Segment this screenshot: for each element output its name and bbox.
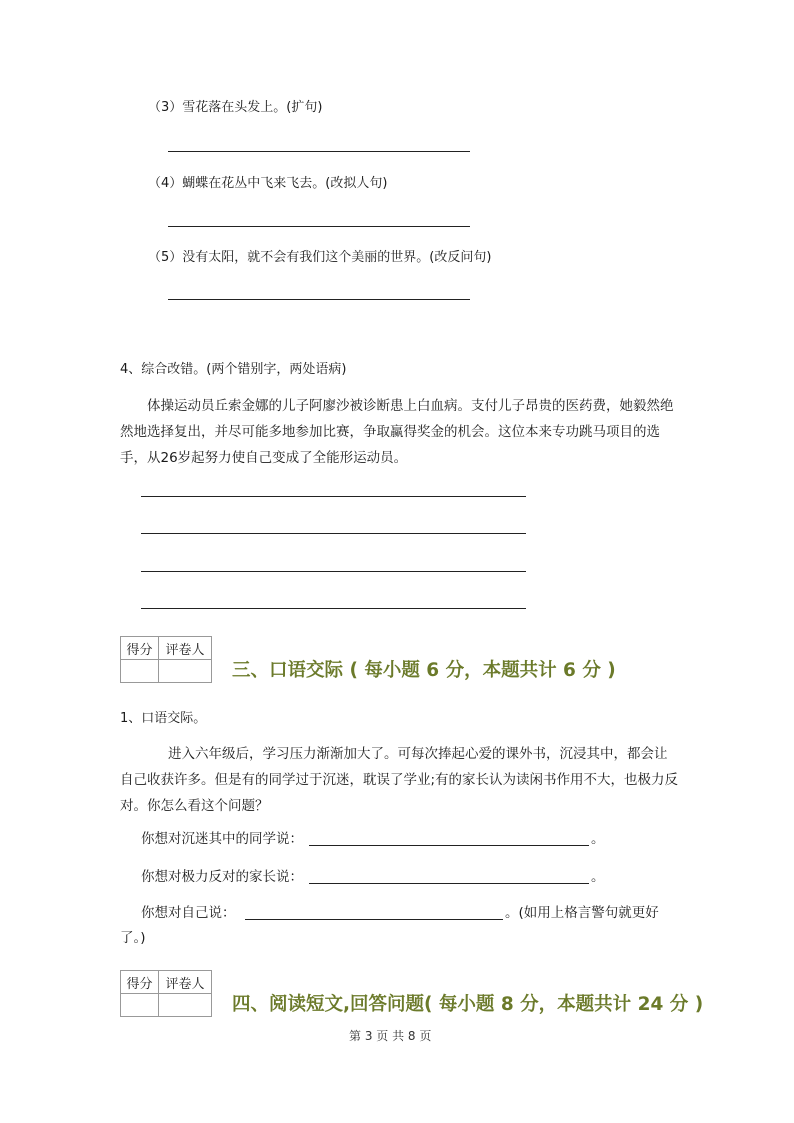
- answer-line: [141, 571, 526, 572]
- answer-line-classmate[interactable]: [309, 845, 589, 846]
- answer-line-parents[interactable]: [309, 883, 589, 884]
- prompt-self-suffix: 。(如用上格言警句就更好: [505, 905, 659, 921]
- q4-title: 4、综合改错。(两个错别字，两处语病): [120, 362, 347, 377]
- answer-line-self[interactable]: [245, 919, 503, 920]
- score-table: [120, 970, 212, 1017]
- answer-line: [168, 226, 470, 227]
- section-4-title: 四、阅读短文,回答问题( 每小题 8 分，本题共计 24 分 ): [232, 994, 704, 1015]
- q3-item-5: （5）没有太阳，就不会有我们这个美丽的世界。(改反问句): [148, 250, 492, 265]
- q3-item-4: （4）蝴蝶在花丛中飞来飞去。(改拟人句): [148, 176, 388, 191]
- grader-label: 评卷人: [159, 637, 212, 660]
- score-cell[interactable]: [121, 660, 159, 683]
- q4-paragraph: 体操运动员丘索金娜的儿子阿廖沙被诊断患上白血病。支付儿子昂贵的医药费，她毅然绝然地选择复出，并尽可能多地参加比赛，争取赢得奖金的机会。这位本来专功跳马项目的选手，从26岁起努力使自己变成了全能形运动员。: [120, 398, 674, 466]
- answer-line: [168, 151, 470, 152]
- period: 。: [591, 869, 605, 885]
- score-cell[interactable]: [121, 994, 159, 1017]
- answer-line: [141, 608, 526, 609]
- grader-label: 评卷人: [159, 971, 212, 994]
- s3-q1-title: 1、口语交际。: [120, 711, 207, 726]
- grader-cell[interactable]: [159, 994, 212, 1017]
- answer-line: [141, 496, 526, 497]
- prompt-self: 你想对自己说：: [141, 905, 236, 921]
- s3-paragraph: 进入六年级后，学习压力渐渐加大了。可每次捧起心爱的课外书，沉浸其中，都会让自己收获许多。但是有的同学过于沉迷，耽误了学业;有的家长认为读闲书作用不大，也极力反对。你怎么看这个问题？: [120, 746, 679, 814]
- prompt-parents: 你想对极力反对的家长说：: [141, 869, 303, 885]
- score-table: [120, 636, 212, 683]
- answer-line: [141, 533, 526, 534]
- score-label: 得分: [121, 971, 159, 994]
- prompt-self-cont: 了。): [120, 930, 146, 946]
- q3-item-3: （3）雪花落在头发上。(扩句): [148, 100, 323, 115]
- period: 。: [591, 831, 605, 847]
- section-3-title: 三、口语交际 ( 每小题 6 分，本题共计 6 分 ): [232, 660, 616, 681]
- score-label: 得分: [121, 637, 159, 660]
- grader-cell[interactable]: [159, 660, 212, 683]
- answer-line: [168, 299, 470, 300]
- page-number: 第 3 页 共 8 页: [349, 1029, 432, 1043]
- prompt-classmate: 你想对沉迷其中的同学说：: [141, 831, 303, 847]
